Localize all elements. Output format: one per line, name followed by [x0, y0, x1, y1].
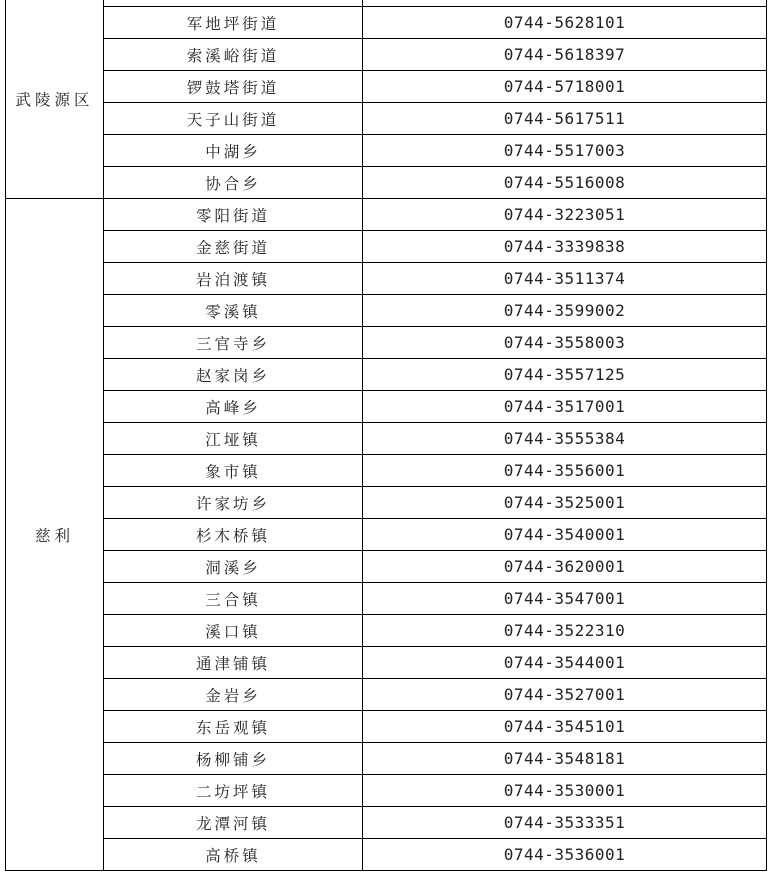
table-row	[6, 103, 767, 135]
phone-cell: 0744-3547001	[363, 583, 767, 615]
phone-cell: 0744-3555384	[363, 423, 767, 455]
town-cell: 杉木桥镇	[104, 519, 363, 551]
town-cell: 协合乡	[104, 167, 363, 199]
table-row	[6, 487, 767, 519]
phone-cell: 0744-3536001	[363, 839, 767, 871]
phone-cell: 0744-5618397	[363, 39, 767, 71]
town-cell: 江垭镇	[104, 423, 363, 455]
contact-table-body	[6, 0, 767, 871]
table-row	[6, 71, 767, 103]
table-row	[6, 583, 767, 615]
table-row	[6, 135, 767, 167]
table-row	[6, 647, 767, 679]
phone-cell: 0744-5628101	[363, 7, 767, 39]
phone-cell: 0744-3544001	[363, 647, 767, 679]
table-row	[6, 615, 767, 647]
phone-cell: 0744-3620001	[363, 551, 767, 583]
table-row	[6, 679, 767, 711]
town-cell: 三官寺乡	[104, 327, 363, 359]
table-row	[6, 167, 767, 199]
table-row	[6, 295, 767, 327]
phone-cell: 0744-3522310	[363, 615, 767, 647]
town-cell: 许家坊乡	[104, 487, 363, 519]
table-row	[6, 455, 767, 487]
phone-cell: 0744-3525001	[363, 487, 767, 519]
town-cell: 金岩乡	[104, 679, 363, 711]
phone-cell: 0744-3223051	[363, 199, 767, 231]
table-row	[6, 743, 767, 775]
town-cell: 三合镇	[104, 583, 363, 615]
table-row	[6, 263, 767, 295]
phone-cell: 0744-3530001	[363, 775, 767, 807]
town-cell: 高峰乡	[104, 391, 363, 423]
contact-table	[5, 0, 767, 871]
table-row	[6, 551, 767, 583]
town-cell: 赵家岗乡	[104, 359, 363, 391]
phone-cell: 0744-3557125	[363, 359, 767, 391]
town-cell: 天子山街道	[104, 103, 363, 135]
table-row	[6, 39, 767, 71]
table-row	[6, 391, 767, 423]
phone-cell: 0744-5517003	[363, 135, 767, 167]
table-row	[6, 327, 767, 359]
town-cell: 洞溪乡	[104, 551, 363, 583]
town-cell: 军地坪街道	[104, 7, 363, 39]
table-row	[6, 199, 767, 231]
town-cell: 东岳观镇	[104, 711, 363, 743]
phone-cell: 0744-5718001	[363, 71, 767, 103]
town-cell: 索溪峪街道	[104, 39, 363, 71]
phone-cell: 0744-5617511	[363, 103, 767, 135]
town-cell: 高桥镇	[104, 839, 363, 871]
town-cell: 杨柳铺乡	[104, 743, 363, 775]
town-cell: 象市镇	[104, 455, 363, 487]
phone-cell: 0744-3339838	[363, 231, 767, 263]
table-row	[6, 359, 767, 391]
table-row	[6, 231, 767, 263]
phone-cell: 0744-3511374	[363, 263, 767, 295]
table-row	[6, 775, 767, 807]
table-row	[6, 7, 767, 39]
town-cell: 龙潭河镇	[104, 807, 363, 839]
phone-cell: 0744-3548181	[363, 743, 767, 775]
phone-cell: 0744-3558003	[363, 327, 767, 359]
town-cell: 通津铺镇	[104, 647, 363, 679]
table-row	[6, 807, 767, 839]
town-cell: 二坊坪镇	[104, 775, 363, 807]
phone-cell: 0744-5516008	[363, 167, 767, 199]
town-cell: 锣鼓塔街道	[104, 71, 363, 103]
phone-cell: 0744-3556001	[363, 455, 767, 487]
phone-cell: 0744-3527001	[363, 679, 767, 711]
district-cell: 慈利	[6, 199, 104, 871]
town-cell: 金慈街道	[104, 231, 363, 263]
town-cell: 中湖乡	[104, 135, 363, 167]
phone-cell: 0744-3545101	[363, 711, 767, 743]
phone-cell: 0744-3517001	[363, 391, 767, 423]
table-row	[6, 839, 767, 871]
table-row	[6, 423, 767, 455]
district-cell: 武陵源区	[6, 0, 104, 199]
town-cell: 溪口镇	[104, 615, 363, 647]
phone-cell: 0744-3540001	[363, 519, 767, 551]
town-cell: 零溪镇	[104, 295, 363, 327]
phone-cell: 0744-3599002	[363, 295, 767, 327]
town-cell: 岩泊渡镇	[104, 263, 363, 295]
table-row	[6, 519, 767, 551]
town-cell: 零阳街道	[104, 199, 363, 231]
table-row	[6, 711, 767, 743]
phone-cell: 0744-3533351	[363, 807, 767, 839]
